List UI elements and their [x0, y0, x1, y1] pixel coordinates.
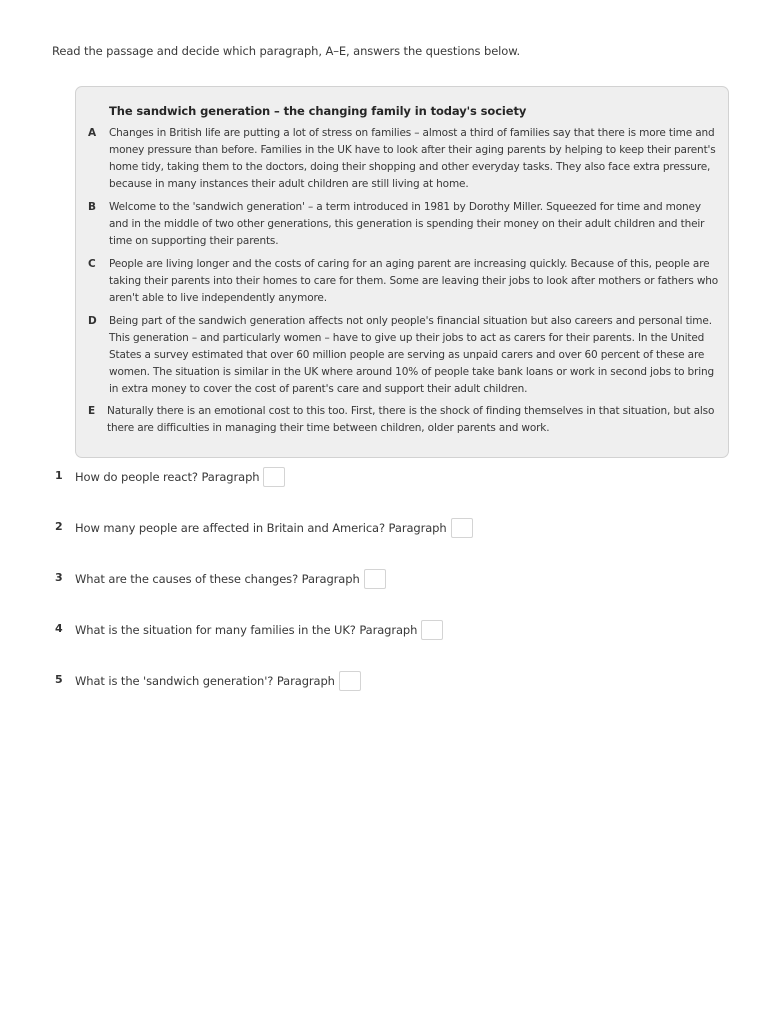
- question-number: 4: [55, 622, 63, 635]
- passage-box: [75, 86, 729, 458]
- question-number: 1: [55, 469, 63, 482]
- paragraph-letter: E: [88, 405, 96, 417]
- paragraph-text: People are living longer and the costs of caring for an aging parent are increasing quickly. Because of this, people are taking their parents into their homes to care for them. Some are leaving their jobs to look after mothers or fathers who aren't able to live independently anymore.: [109, 258, 719, 304]
- question-text: How do people react? Paragraph: [75, 470, 260, 484]
- question-number: 3: [55, 571, 63, 584]
- paragraph-text: Changes in British life are putting a lot of stress on families – almost a third of families say that there is more time and money pressure than before. Families in the UK have to look after their aging parents by helping to keep their parent's home tidy, taking them to the doctors, doing their shopping and other everyday tasks. They also face extra pressure, because in many instances their adult children are still living at home.: [109, 127, 716, 190]
- question-2: [55, 517, 655, 539]
- question-3: [55, 568, 655, 590]
- question-text: What is the situation for many families in the UK? Paragraph: [75, 623, 418, 637]
- passage-title: The sandwich generation – the changing family in today's society: [109, 104, 527, 118]
- question-text: What are the causes of these changes? Paragraph: [75, 572, 360, 586]
- question-text: What is the 'sandwich generation'? Paragraph: [75, 674, 335, 688]
- paragraph-letter: A: [88, 127, 97, 139]
- paragraph-letter: D: [88, 315, 97, 327]
- paragraph-text: Being part of the sandwich generation affects not only people's financial situation but also careers and personal time. This generation – and particularly women – have to give up their jobs to act as carers for their parents. In the United States a survey estimated that over 60 million people are serving as unpaid carers and over 60 percent of these are women. The situation is similar in the UK where around 10% of people take bank loans or work in second jobs to bring in extra money to cover the cost of parent's care and support their adult children.: [109, 315, 714, 395]
- instructions: Read the passage and decide which paragraph, A–E, answers the questions below.: [52, 44, 521, 58]
- answer-input[interactable]: [339, 671, 361, 691]
- answer-input[interactable]: [364, 569, 386, 589]
- paragraph-text: Naturally there is an emotional cost to this too. First, there is the shock of finding themselves in that situation, but also there are difficulties in managing their time between children, older parents and work.: [107, 405, 715, 434]
- question-text: How many people are affected in Britain and America? Paragraph: [75, 521, 447, 535]
- answer-input[interactable]: [263, 467, 285, 487]
- paragraph-text: Welcome to the 'sandwich generation' – a term introduced in 1981 by Dorothy Miller. Squeezed for time and money and in the middle of two other generations, this generation is spending their money on their adult children and their time on supporting their parents.: [109, 201, 705, 247]
- answer-input[interactable]: [451, 518, 473, 538]
- question-1: [55, 466, 655, 488]
- question-4: [55, 619, 655, 641]
- question-5: [55, 670, 655, 692]
- answer-input[interactable]: [421, 620, 443, 640]
- paragraph-letter: C: [88, 258, 96, 270]
- question-number: 2: [55, 520, 63, 533]
- question-number: 5: [55, 673, 63, 686]
- paragraph-letter: B: [88, 201, 97, 213]
